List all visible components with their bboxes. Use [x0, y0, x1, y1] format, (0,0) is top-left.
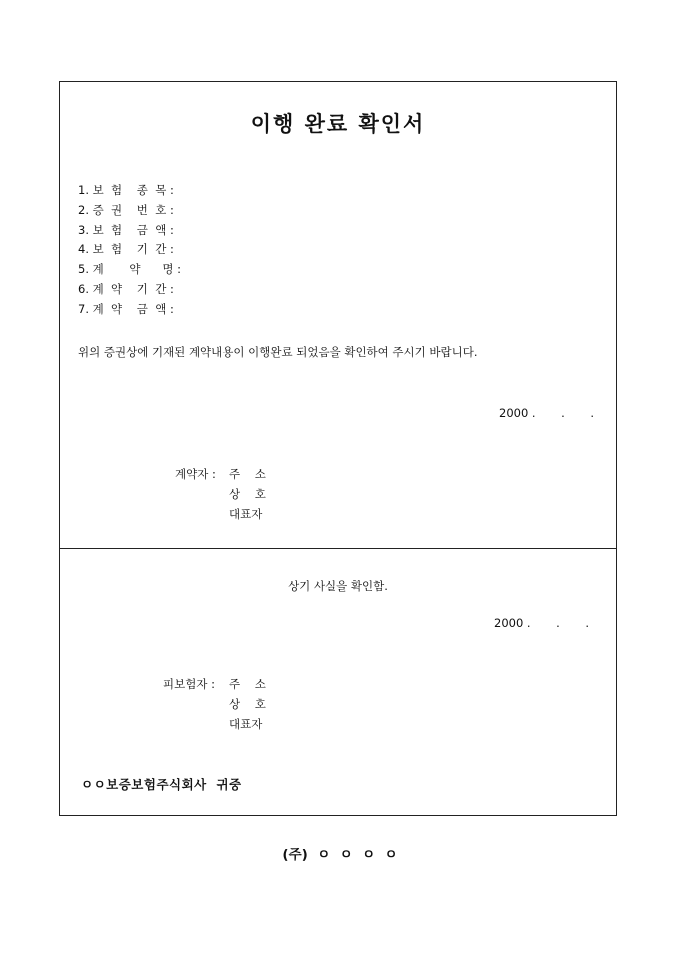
contractor-address-label: 주 소: [229, 467, 266, 481]
insured-address-label: 주 소: [229, 677, 266, 691]
insured-fields: [229, 674, 266, 734]
insured-representative-label: 대표자: [229, 717, 263, 731]
policy-item-list: [78, 181, 181, 320]
item-insurance-type: 1. 보 험 종 목 :: [78, 183, 174, 197]
insured-label: 피보험자 :: [163, 677, 215, 691]
completion-statement: 위의 증권상에 기재된 계약내용이 이행완료 되었음을 확인하여 주시기 바랍니다.: [78, 345, 478, 359]
item-contract-amount: 7. 계 약 금 액 :: [78, 301, 174, 316]
contractor-trade-name-label: 상 호: [229, 487, 266, 501]
contractor-representative-label: 대표자: [229, 507, 263, 521]
section-divider: [59, 548, 617, 549]
item-insured-amount: 3. 보 험 금 액 :: [78, 222, 174, 237]
company-name: (주) ㅇ ㅇ ㅇ ㅇ: [282, 847, 398, 863]
contractor-date: 2000 . . .: [499, 406, 595, 420]
confirmation-text: 상기 사실을 확인함.: [288, 579, 388, 593]
item-insurance-period: 4. 보 험 기 간 :: [78, 242, 174, 257]
item-contract-name: 5. 계 약 명 :: [78, 262, 182, 277]
insured-date: 2000 . . .: [494, 616, 590, 630]
item-policy-number: 2. 증 권 번 호 :: [78, 202, 174, 217]
contractor-label: 계약자 :: [175, 467, 216, 481]
document-title: 이행 완료 확인서: [250, 111, 426, 136]
insured-trade-name-label: 상 호: [229, 697, 266, 711]
contractor-fields: [229, 464, 266, 524]
recipient-line: ㅇㅇ보증보험주식회사 귀중: [81, 777, 242, 792]
item-contract-period: 6. 계 약 기 간 :: [78, 281, 174, 296]
